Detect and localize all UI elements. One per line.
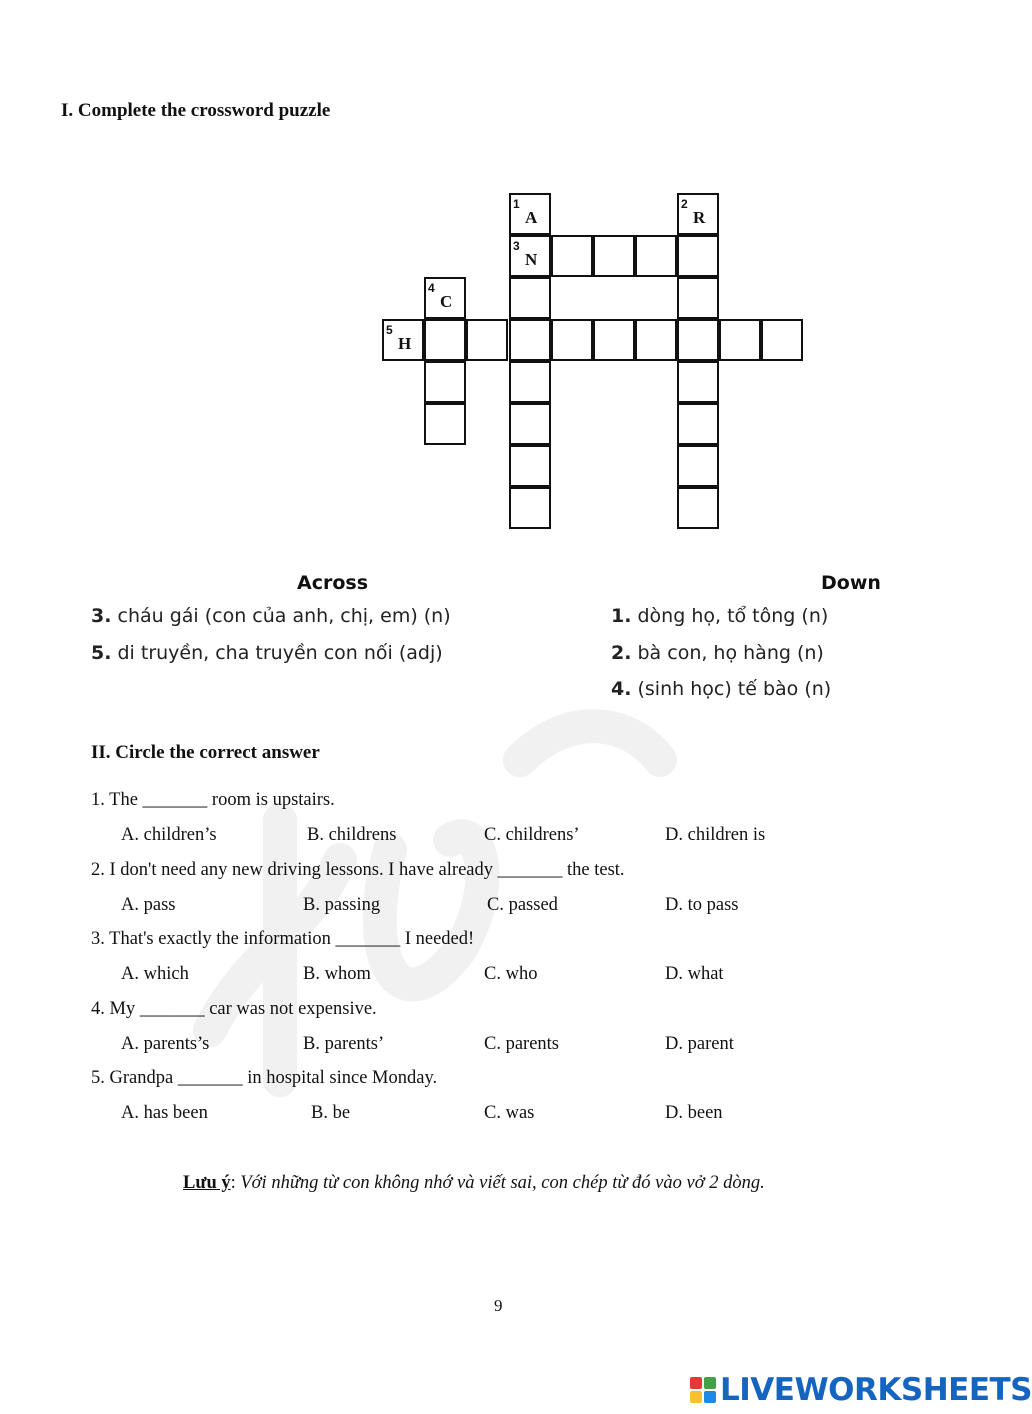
clue-across [91,605,451,627]
crossword-cell[interactable] [719,319,761,361]
option-b[interactable]: B. passing [303,895,381,915]
clue-number: 4. [611,678,632,700]
note-label: Lưu ý [183,1173,231,1193]
note-separator: : [230,1173,241,1193]
clue-across [91,642,443,664]
crossword-cell[interactable] [677,235,719,277]
crossword-cell[interactable] [509,361,551,403]
question-text: 5. Grandpa _______ in hospital since Monday. [91,1068,438,1088]
clue-number: 1. [611,605,632,627]
option-b[interactable]: B. be [311,1103,351,1123]
cell-letter: R [693,208,706,227]
option-b[interactable]: B. childrens [307,825,397,845]
crossword-cell[interactable] [677,403,719,445]
page-number: 9 [494,1296,503,1315]
option-d[interactable]: D. parent [665,1034,734,1054]
crossword-cell[interactable] [761,319,803,361]
cell-letter: A [525,208,538,227]
brand-name: LIVEWORKSHEETS [720,1372,1032,1408]
note-text: Với những từ con không nhớ và viết sai, con chép từ đó vào vở 2 dòng. [240,1173,765,1193]
option-a[interactable]: A. parents’s [121,1034,210,1054]
crossword-cell[interactable] [509,277,551,319]
cell-number: 1 [513,197,520,211]
cell-letter: C [440,292,453,311]
option-b[interactable]: B. parents’ [303,1034,385,1054]
crossword-cell[interactable] [593,319,635,361]
crossword-cell[interactable] [509,193,551,235]
clue-down [611,678,831,700]
crossword-cell[interactable] [509,403,551,445]
across-heading: Across [297,572,369,594]
cell-number: 2 [681,197,688,211]
option-c[interactable]: C. childrens’ [484,825,580,845]
clue-text: (sinh học) tế bào (n) [637,678,832,700]
crossword-cell[interactable] [424,361,466,403]
crossword-cell[interactable] [424,403,466,445]
clue-text: dòng họ, tổ tông (n) [637,605,829,627]
cell-letter: H [398,334,412,353]
question-text: 2. I don't need any new driving lessons. I have already _______ the test. [91,860,625,880]
option-d[interactable]: D. been [665,1103,723,1123]
option-b[interactable]: B. whom [303,964,371,984]
crossword-cell[interactable] [677,361,719,403]
option-d[interactable]: D. to pass [665,895,739,915]
crossword-cell[interactable] [551,235,593,277]
crossword-cell[interactable] [424,319,466,361]
cell-number: 5 [386,323,393,337]
clue-number: 3. [91,605,112,627]
option-c[interactable]: C. who [484,964,538,984]
option-c[interactable]: C. was [484,1103,535,1123]
option-a[interactable]: A. has been [121,1103,208,1123]
option-d[interactable]: D. children is [665,825,766,845]
option-c[interactable]: C. parents [484,1034,560,1054]
question-text: 4. My _______ car was not expensive. [91,999,377,1019]
crossword-grid [0,0,1000,560]
crossword-cell[interactable] [677,277,719,319]
crossword-cell[interactable] [635,319,677,361]
option-a[interactable]: A. which [121,964,189,984]
crossword-cell[interactable] [635,235,677,277]
liveworksheets-logo [690,1372,1032,1408]
clue-text: cháu gái (con của anh, chị, em) (n) [117,605,451,627]
brand-mark-icon [690,1377,716,1403]
note [183,1173,765,1194]
crossword-cell[interactable] [424,277,466,319]
down-heading: Down [821,572,881,594]
clue-number: 5. [91,642,112,664]
crossword-cell[interactable] [382,319,424,361]
clue-text: di truyền, cha truyền con nối (adj) [117,642,443,664]
crossword-cell[interactable] [466,319,508,361]
crossword-cell[interactable] [677,319,719,361]
section-title-multiple-choice: II. Circle the correct answer [91,742,320,763]
question-text: 3. That's exactly the information _______ I needed! [91,929,475,949]
crossword-cell[interactable] [677,445,719,487]
question-text: 1. The _______ room is upstairs. [91,790,335,810]
option-d[interactable]: D. what [665,964,724,984]
crossword-cell[interactable] [509,445,551,487]
section-title-crossword: I. Complete the crossword puzzle [61,100,331,121]
crossword-cell[interactable] [677,487,719,529]
option-a[interactable]: A. pass [121,895,176,915]
crossword-cell[interactable] [509,235,551,277]
cell-letter: N [525,250,538,269]
option-c[interactable]: C. passed [487,895,558,915]
crossword-cell[interactable] [677,193,719,235]
crossword-cell[interactable] [593,235,635,277]
crossword-cell[interactable] [509,319,551,361]
clue-down [611,605,828,627]
cell-number: 3 [513,239,520,253]
crossword-cell[interactable] [551,319,593,361]
clue-text: bà con, họ hàng (n) [637,642,824,664]
crossword-cell[interactable] [509,487,551,529]
clue-down [611,642,824,664]
clue-number: 2. [611,642,632,664]
option-a[interactable]: A. children’s [121,825,217,845]
cell-number: 4 [428,281,435,295]
